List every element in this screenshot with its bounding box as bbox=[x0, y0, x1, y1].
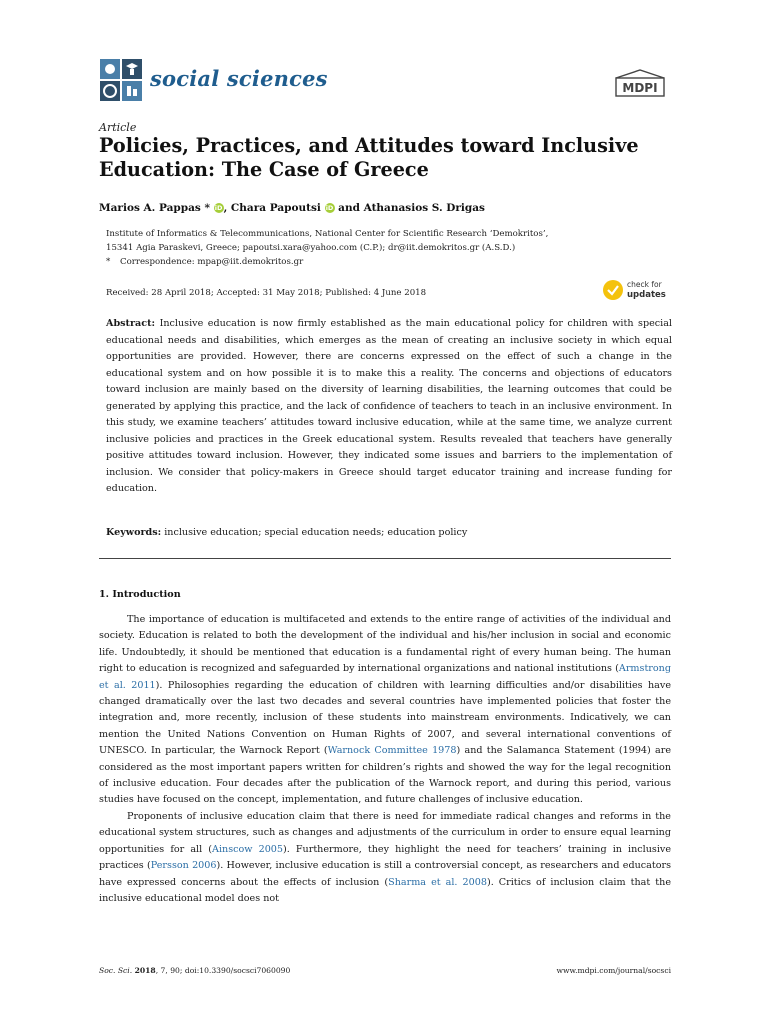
paragraph bbox=[99, 612, 671, 809]
mdpi-logo-icon bbox=[612, 68, 668, 98]
orcid-icon[interactable]: iD bbox=[214, 204, 223, 212]
author-separator: and bbox=[334, 202, 364, 214]
section-heading: 1. Introduction bbox=[99, 589, 181, 600]
publication-dates: Received: 28 April 2018; Accepted: 31 May 2018; Published: 4 June 2018 bbox=[106, 288, 427, 298]
abstract-text: Inclusive education is now firmly established as the main educational policy for children with special educational needs and disabilities, which emerges as the mean of creating an inclusive society in which equal opportunities are provided. However, there are concerns expressed on the effect of such a change in the educational system and on how possible it is to make this a reality. The concerns and objections of educators toward inclusion are mainly based on the diversity of learning disabilities, the learning outcomes that could be generated by applying this practice, and the lack of confidence of teachers to teach in an inclusive environment. In this study, we examine teachers’ attitudes toward inclusive education, while at the same time, we analyze current inclusive policies and practices in the Greek educational system. Results revealed that teachers have generally positive attitudes toward inclusion. However, they indicated some issues and barriers to the implementation of inclusion. We consider that policy-makers in Greece should target educator training and increase funding for education. bbox=[106, 318, 672, 494]
journal-logo-icon bbox=[99, 58, 143, 102]
author-marker: * bbox=[200, 202, 210, 214]
article-title: Policies, Practices, and Attitudes toward Inclusive Education: The Case of Greece bbox=[99, 134, 639, 181]
keywords bbox=[106, 527, 467, 538]
footer-volume-doi: , 7, 90; doi:10.3390/socsci7060090 bbox=[155, 966, 291, 975]
check-updates-line1: check for bbox=[627, 280, 662, 289]
keywords-text: inclusive education; special education needs; education policy bbox=[164, 527, 468, 538]
text-run: ). Furthermore, they highlight the need for teachers’ training in inclusive practices ( bbox=[99, 843, 672, 872]
journal-name: social sciences bbox=[150, 66, 328, 91]
article-type: Article bbox=[99, 121, 137, 134]
divider bbox=[99, 558, 671, 559]
correspondence-text: Correspondence: mpap@iit.demokritos.gr bbox=[120, 257, 304, 267]
abstract bbox=[106, 316, 672, 498]
orcid-icon[interactable]: iD bbox=[325, 204, 334, 212]
check-icon bbox=[603, 280, 623, 300]
abstract-label: Abstract: bbox=[106, 318, 156, 329]
mdpi-logo-text: MDPI bbox=[622, 81, 658, 95]
text-run: ) and the Salamanca Statement (1994) are considered as the most important papers written for children’s rights and showed the way for the legal recognition of inclusive education. Four decades after the publication of the Warnock report, and during this period, various studies have focused on the concept, implementation, and future challenges of inclusive education. bbox=[99, 745, 671, 806]
footer-year: 2018 bbox=[134, 966, 156, 975]
citation-link[interactable]: Armstrong et al. 2011 bbox=[99, 663, 671, 691]
check-for-updates-badge[interactable] bbox=[602, 277, 672, 303]
keywords-label: Keywords: bbox=[106, 527, 162, 538]
footer-journal-abbrev: Soc. Sci. bbox=[99, 966, 133, 975]
affiliation-line: Institute of Informatics & Telecommunications, National Center for Scientific Research ‘Demokritos’, bbox=[106, 229, 549, 239]
text-run: The importance of education is multifaceted and extends to the entire range of activities of the individual and society. Education is related to both the development of the individual and his/her inclusion in social and economic life. Undoubtedly, it should be mentioned that education is a fundamental right of every human being. The human right to education is recognized and safeguarded by international organizations and national institutions ( bbox=[99, 614, 671, 675]
text-run: ). Philosophies regarding the education of children with learning difficulties and/or disabilities have changed dramatically over the last two decades and several countries have implemented policies that foster the integration and, more recently, inclusion of these students into mainstream environments. Indicatively, we can mention the United Nations Convention on Human Rights of 2007, and several international conventions of UNESCO. In particular, the Warnock Report ( bbox=[99, 679, 671, 757]
text-run: ). Critics of inclusion claim that the inclusive educational model does not bbox=[99, 876, 672, 904]
section-body bbox=[99, 612, 671, 907]
citation-link[interactable]: Ainscow 2005 bbox=[212, 843, 284, 855]
paragraph bbox=[99, 809, 671, 907]
affiliation bbox=[106, 227, 666, 255]
citation-link[interactable]: Warnock Committee 1978 bbox=[327, 745, 457, 757]
affiliation-line: 15341 Agia Paraskevi, Greece; papoutsi.xara@yahoo.com (C.P.); dr@iit.demokritos.gr (A.S.D.) bbox=[106, 243, 516, 253]
footer-citation bbox=[99, 966, 290, 975]
citation-link[interactable]: Sharma et al. 2008 bbox=[388, 876, 487, 888]
author-name[interactable]: Marios A. Pappas bbox=[99, 202, 201, 214]
correspondence-star: * bbox=[106, 257, 111, 267]
text-run: Proponents of inclusive education claim that there is need for immediate radical changes and reforms in the educational system structures, such as changes and adjustments of the curriculum in order to ensure equal learning opportunities for all ( bbox=[99, 810, 671, 855]
author-separator: , bbox=[223, 202, 231, 214]
correspondence bbox=[106, 255, 303, 269]
author-list bbox=[99, 202, 485, 214]
footer-url[interactable]: www.mdpi.com/journal/socsci bbox=[556, 966, 671, 975]
author-name[interactable]: Athanasios S. Drigas bbox=[363, 202, 485, 214]
author-name[interactable]: Chara Papoutsi bbox=[230, 202, 321, 214]
citation-link[interactable]: Persson 2006 bbox=[150, 860, 217, 872]
text-run: ). However, inclusive education is still a controversial concept, as researchers and educators have expressed concerns about the effects of inclusion ( bbox=[99, 860, 671, 888]
check-updates-line2: updates bbox=[627, 290, 666, 300]
